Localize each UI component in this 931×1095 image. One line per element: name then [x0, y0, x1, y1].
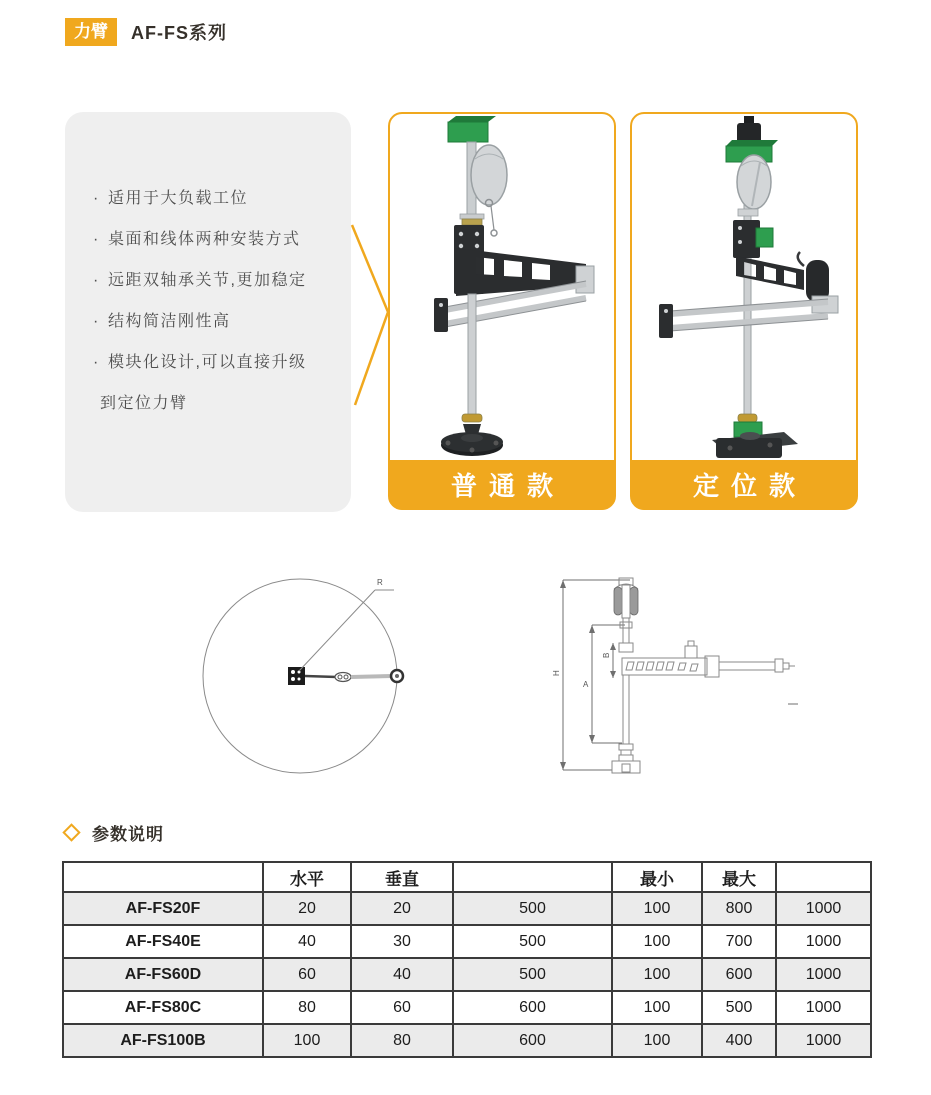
column-header: 最小 — [612, 862, 702, 892]
radius-label: R — [377, 578, 383, 587]
value-cell: 800 — [702, 892, 776, 925]
value-cell: 1000 — [776, 958, 871, 991]
dim-h-label: H — [552, 670, 561, 676]
product-label-normal: 普通款 — [389, 460, 615, 509]
product-card-normal — [388, 112, 616, 510]
diamond-icon — [62, 823, 80, 841]
value-cell: 100 — [612, 1024, 702, 1057]
value-cell: 40 — [263, 925, 351, 958]
product-label-positioning: 定位款 — [631, 460, 857, 509]
value-cell: 60 — [351, 991, 453, 1024]
dim-b-label: B — [602, 652, 611, 658]
product-image-area — [390, 114, 614, 460]
bullet-icon: · — [93, 313, 100, 330]
value-cell: 500 — [453, 925, 612, 958]
value-cell: 30 — [351, 925, 453, 958]
value-cell: 100 — [612, 925, 702, 958]
column-header: 垂直 — [351, 862, 453, 892]
section-title: 参数说明 — [92, 825, 164, 844]
value-cell: 20 — [351, 892, 453, 925]
params-table-head — [63, 862, 871, 892]
value-cell: 700 — [702, 925, 776, 958]
bullet-icon: · — [93, 231, 100, 248]
model-name-cell: AF-FS80C — [63, 991, 263, 1024]
value-cell: 500 — [453, 892, 612, 925]
feature-item — [93, 272, 351, 289]
value-cell: 100 — [612, 892, 702, 925]
bullet-icon: · — [93, 190, 100, 207]
column-header — [63, 862, 263, 892]
params-table — [62, 861, 872, 1058]
value-cell: 500 — [702, 991, 776, 1024]
table-row — [63, 958, 871, 991]
value-cell: 80 — [263, 991, 351, 1024]
value-cell: 600 — [702, 958, 776, 991]
value-cell: 100 — [612, 958, 702, 991]
value-cell: 400 — [702, 1024, 776, 1057]
value-cell: 80 — [351, 1024, 453, 1057]
model-name-cell: AF-FS100B — [63, 1024, 263, 1057]
value-cell: 1000 — [776, 925, 871, 958]
value-cell: 500 — [453, 958, 612, 991]
page-title: AF-FS系列 — [131, 23, 227, 44]
feature-item — [93, 231, 351, 248]
product-image-area — [632, 114, 856, 460]
feature-item — [93, 190, 351, 207]
drawing-side-view — [530, 558, 820, 798]
feature-item — [93, 354, 351, 371]
value-cell: 40 — [351, 958, 453, 991]
model-name-cell: AF-FS60D — [63, 958, 263, 991]
column-header: 最大 — [702, 862, 776, 892]
product-card-positioning — [630, 112, 858, 510]
product-image-positioning-icon — [632, 114, 856, 460]
value-cell: 1000 — [776, 1024, 871, 1057]
column-header — [453, 862, 612, 892]
value-cell: 1000 — [776, 892, 871, 925]
feature-text: 到定位力臂 — [100, 395, 188, 412]
feature-text: 远距双轴承关节,更加稳定 — [108, 272, 307, 289]
table-row — [63, 991, 871, 1024]
feature-text: 结构简洁刚性高 — [108, 313, 231, 330]
features-panel — [65, 112, 351, 512]
column-header: 水平 — [263, 862, 351, 892]
feature-text: 模块化设计,可以直接升级 — [108, 354, 307, 371]
model-name-cell: AF-FS40E — [63, 925, 263, 958]
value-cell: 100 — [612, 991, 702, 1024]
dim-a-label: A — [583, 680, 589, 689]
category-badge: 力臂 — [65, 18, 117, 46]
value-cell: 600 — [453, 991, 612, 1024]
value-cell: 20 — [263, 892, 351, 925]
model-name-cell: AF-FS20F — [63, 892, 263, 925]
value-cell: 60 — [263, 958, 351, 991]
table-row — [63, 892, 871, 925]
table-row — [63, 925, 871, 958]
column-header — [776, 862, 871, 892]
parameters-section-header — [65, 820, 164, 845]
feature-item-continuation — [100, 395, 351, 412]
bullet-icon: · — [93, 354, 100, 371]
value-cell: 100 — [263, 1024, 351, 1057]
feature-item — [93, 313, 351, 330]
value-cell: 600 — [453, 1024, 612, 1057]
product-image-normal-icon — [390, 114, 614, 460]
params-table-body — [63, 892, 871, 1057]
page-header — [65, 18, 227, 46]
feature-text: 适用于大负载工位 — [108, 190, 249, 207]
feature-text: 桌面和线体两种安装方式 — [108, 231, 301, 248]
table-row — [63, 1024, 871, 1057]
value-cell: 1000 — [776, 991, 871, 1024]
header-row — [63, 862, 871, 892]
bullet-icon: · — [93, 272, 100, 289]
drawing-top-view — [175, 555, 425, 800]
